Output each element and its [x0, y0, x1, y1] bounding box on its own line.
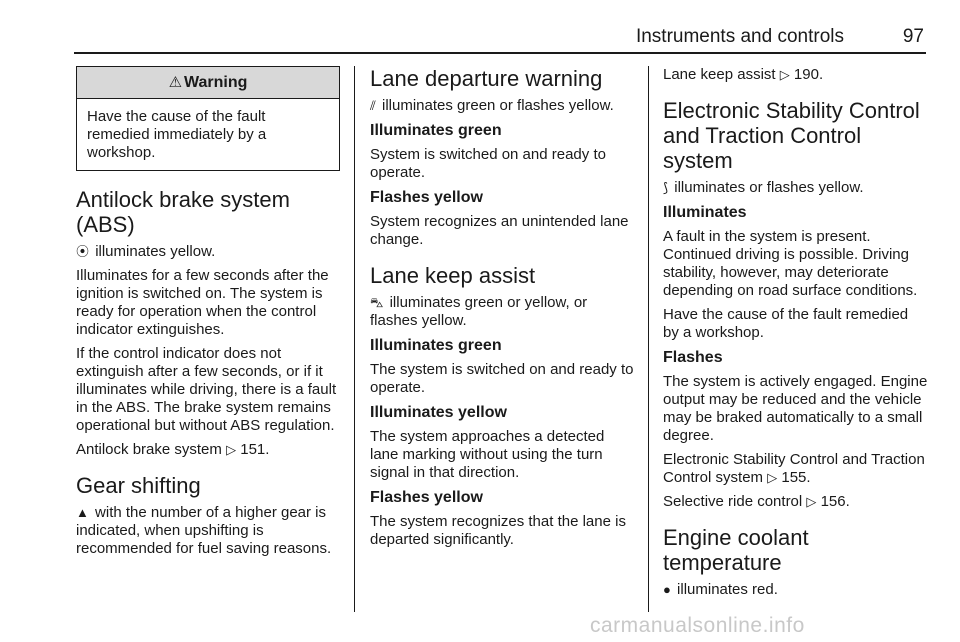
esc-reference-1[interactable] — [663, 451, 928, 487]
esc-text-3: The system is actively engaged. Engine output may be reduced and the vehicle may be braked automatically to a small degree. — [663, 373, 928, 444]
reference-arrow-icon: ▷ — [767, 470, 778, 485]
ldw-subheading-2: Flashes yellow — [370, 189, 483, 206]
lane-keep-assist-heading: Lane keep assist — [370, 263, 536, 288]
abs-ref-text: Antilock brake system — [76, 441, 222, 458]
lane-keep-assist-reference[interactable] — [663, 66, 928, 84]
column-2 — [370, 66, 636, 555]
reference-arrow-icon: ▷ — [226, 442, 237, 457]
lka-text-1: The system is switched on and ready to operate. — [370, 361, 634, 396]
lka-subheading-2: Illuminates yellow — [370, 404, 507, 421]
engine-coolant-status — [663, 581, 928, 599]
esc-text-2: Have the cause of the fault remedied by a workshop. — [663, 306, 909, 341]
ldw-subheading-1: Illuminates green — [370, 122, 502, 139]
column-divider-left — [354, 66, 355, 612]
column-1 — [76, 66, 340, 564]
lane-departure-icon: ⫽ — [370, 98, 376, 113]
lka-text-3: The system recognizes that the lane is departed significantly. — [370, 513, 626, 548]
page-number: 97 — [902, 26, 924, 47]
abs-status-text: illuminates yellow. — [95, 243, 216, 260]
ldw-text-2: System recognizes an unintended lane change. — [370, 213, 629, 248]
abs-icon: ⦿ — [76, 244, 90, 259]
esc-ref1-page: 155. — [781, 469, 811, 486]
gear-shifting-body: with the number of a higher gear is indicated, when upshifting is recommended for fuel saving reasons. — [76, 504, 332, 557]
gear-shifting-text — [76, 504, 340, 558]
esc-subheading-1: Illuminates — [663, 204, 747, 221]
lane-departure-status-text: illuminates green or flashes yellow. — [381, 97, 614, 114]
lane-keep-assist-status-text: illuminates green or yellow, or flashes yellow. — [370, 294, 588, 329]
lane-keep-assist-status — [370, 294, 636, 330]
abs-reference[interactable] — [76, 441, 340, 459]
lka-ref-text: Lane keep assist — [663, 66, 776, 83]
abs-status — [76, 243, 340, 261]
gear-shifting-heading: Gear shifting — [76, 473, 201, 498]
esc-heading: Electronic Stability Control and Traction Control system — [663, 98, 920, 173]
lane-keep-assist-icon: ⛍ — [370, 295, 384, 310]
esc-status — [663, 179, 928, 197]
lka-ref-page: 190. — [793, 66, 824, 83]
running-header-title: Instruments and controls — [635, 26, 844, 47]
esc-ref2-text: Selective ride control — [663, 493, 803, 510]
lka-subheading-1: Illuminates green — [370, 337, 502, 354]
dot-icon: ● — [663, 582, 671, 597]
header-rule — [74, 52, 926, 54]
esc-text-1: A fault in the system is present. Continued driving is possible. Driving stability, however, may deteriorate depending on road surface conditions. — [663, 228, 918, 299]
up-arrow-icon: ▲ — [76, 505, 89, 520]
ldw-text-1: System is switched on and ready to operate. — [370, 146, 606, 181]
warning-box — [76, 66, 340, 171]
engine-coolant-status-text: illuminates red. — [677, 581, 778, 598]
lka-subheading-3: Flashes yellow — [370, 489, 483, 506]
esc-icon: ⟆ — [663, 180, 669, 195]
warning-title: Warning — [184, 74, 248, 91]
esc-ref1-text: Electronic Stability Control and Traction Control system — [663, 451, 925, 486]
esc-status-text: illuminates or flashes yellow. — [674, 179, 864, 196]
reference-arrow-icon: ▷ — [806, 494, 817, 509]
abs-heading: Antilock brake system (ABS) — [76, 187, 290, 237]
column-divider-right — [648, 66, 649, 612]
warning-header — [77, 67, 339, 99]
warning-triangle-icon: ⚠ — [168, 74, 183, 91]
esc-reference-2[interactable] — [663, 493, 928, 511]
esc-ref2-page: 156. — [820, 493, 850, 510]
engine-coolant-heading: Engine coolant temperature — [663, 525, 809, 575]
column-3 — [663, 66, 928, 605]
abs-ref-page: 151. — [240, 441, 270, 458]
warning-text: Have the cause of the fault remedied immediately by a workshop. — [87, 108, 267, 161]
esc-subheading-2: Flashes — [663, 349, 723, 366]
lane-departure-status — [370, 97, 636, 115]
lka-text-2: The system approaches a detected lane marking without using the turn signal in that direction. — [370, 428, 605, 481]
reference-arrow-icon: ▷ — [779, 67, 790, 82]
abs-paragraph-1: Illuminates for a few seconds after the ignition is switched on. The system is ready for operation when the control indicator extinguishes. — [76, 267, 329, 338]
abs-paragraph-2: If the control indicator does not extinguish after a few seconds, or if it illuminates while driving, there is a fault in the ABS. The brake system remains operational but without ABS regulation. — [76, 345, 337, 434]
watermark: carmanualsonline.info — [590, 614, 805, 637]
lane-departure-heading: Lane departure warning — [370, 66, 603, 91]
